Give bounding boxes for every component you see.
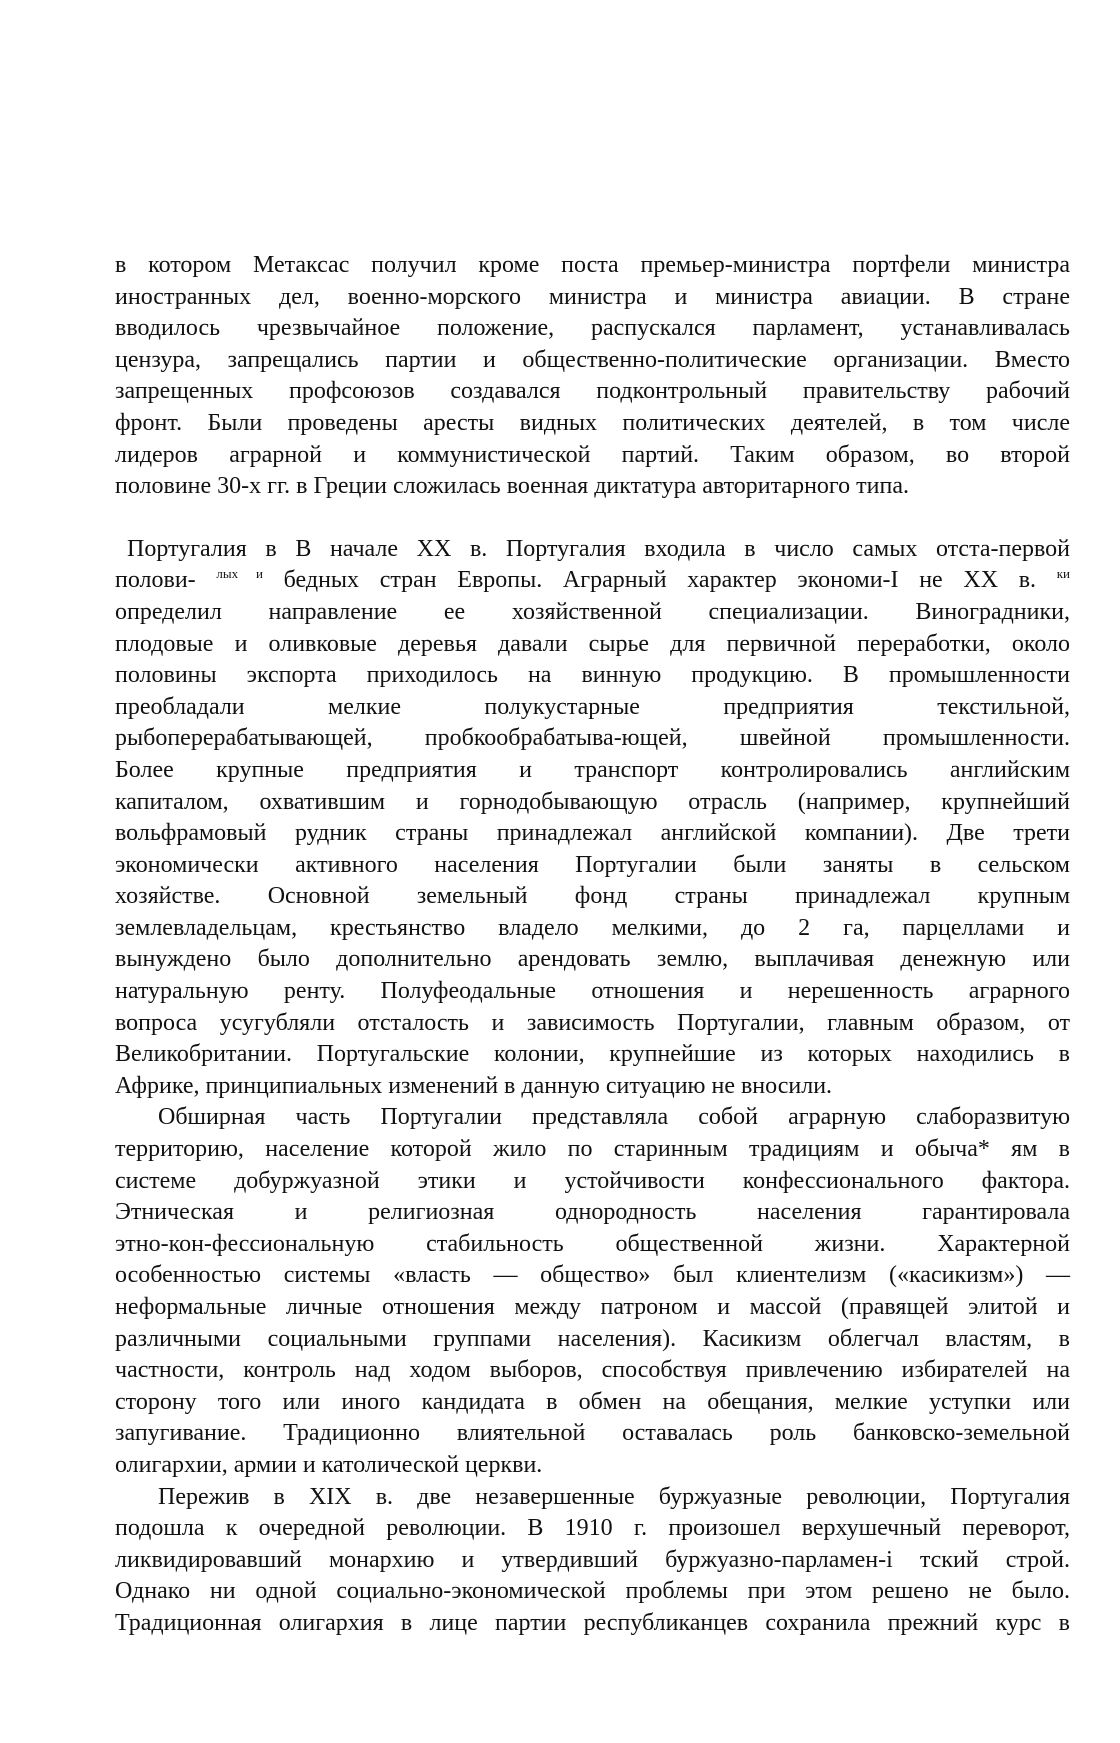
text-line: запугивание. Традиционно влиятельной оставалась роль банковско-земельной <box>115 1420 1070 1447</box>
paragraph-gap <box>115 503 1070 534</box>
text-line: подошла к очередной революции. В 1910 г. произошел верхушечный переворот, <box>115 1515 1070 1542</box>
text-fragment: бедных стран Европы. Аграрный характер экономи-I не XX в. <box>283 567 1037 594</box>
text-line: Пережив в XIX в. две незавершенные буржуазные революции, Португалия <box>158 1483 1070 1510</box>
text-line: иностранных дел, военно-морского министра и министра авиации. В стране <box>115 283 1070 310</box>
text-line: цензура, запрещались партии и общественно-политические организации. Вместо <box>115 346 1070 373</box>
text-line: половине 30-х гг. в Греции сложилась военная диктатура авторитарного типа. <box>115 473 909 500</box>
text-line: рыбоперерабатывающей, пробкообрабатыва-ющей, швейной промышленности. <box>115 725 1070 752</box>
paragraph-portugal-revolution <box>115 1482 1070 1640</box>
text-line: Португалия в В начале XX в. Португалия входила в число самых отста-первой <box>127 535 1070 562</box>
text-line: запрещенных профсоюзов создавался подконтрольный правительству рабочий <box>115 378 1070 405</box>
document-page <box>115 250 1070 1640</box>
text-line: вопроса усугубляли отсталость и зависимость Португалии, главным образом, от <box>115 1009 1070 1036</box>
paragraph-portugal-intro <box>115 534 1070 1103</box>
superscript-fragment: лых и <box>216 566 263 582</box>
paragraph-portugal-society <box>115 1102 1070 1481</box>
text-line: капиталом, охватившим и горнодобывающую отрасль (например, крупнейший <box>115 788 1070 815</box>
text-line: землевладельцам, крестьянство владело мелкими, до 2 га, парцеллами и <box>115 914 1070 941</box>
text-line: преобладали мелкие полукустарные предприятия текстильной, <box>115 693 1070 720</box>
text-line: хозяйстве. Основной земельный фонд страны принадлежал крупным <box>115 883 1070 910</box>
text-line: половины экспорта приходилось на винную продукцию. В промышленности <box>115 662 1070 689</box>
text-line: территорию, население которой жило по старинным традициям и обыча* ям в <box>115 1136 1070 1163</box>
text-line: Обширная часть Португалии представляла собой аграрную слаборазвитую <box>158 1104 1070 1131</box>
text-line: Традиционная олигархия в лице партии республиканцев сохранила прежний курс в <box>115 1609 1070 1636</box>
text-line: неформальные личные отношения между патроном и массой (правящей элитой и <box>115 1294 1070 1320</box>
text-line: экономически активного населения Португалии были заняты в сельском <box>115 851 1070 878</box>
text-fragment: полови- <box>115 567 196 594</box>
text-line: лидеров аграрной и коммунистической партий. Таким образом, во второй <box>115 441 1070 468</box>
text-line: Африке, принципиальных изменений в данную ситуацию не вносили. <box>115 1072 833 1099</box>
text-line: этно-кон-фессиональную стабильность общественной жизни. Характерной <box>115 1230 1070 1257</box>
text-line: ликвидировавший монархию и утвердивший буржуазно-парламен-і тский строй. <box>115 1546 1070 1573</box>
text-line: плодовые и оливковые деревья давали сырье для первичной переработки, около <box>115 630 1070 657</box>
text-line: вольфрамовый рудник страны принадлежал английской компании). Две трети <box>115 820 1070 847</box>
text-line: фронт. Были проведены аресты видных политических деятелей, в том числе <box>115 409 1070 436</box>
paragraph-greece <box>115 250 1070 503</box>
text-line: натуральную ренту. Полуфеодальные отношения и нерешенность аграрного <box>115 978 1070 1005</box>
text-line-with-superscripts <box>115 565 1070 597</box>
text-line: особенностью системы «власть — общество» был клиентелизм («касикизм») — <box>115 1262 1070 1289</box>
text-line: системе добуржуазной этики и устойчивости конфессионального фактора. <box>115 1167 1070 1194</box>
text-line: сторону того или иного кандидата в обмен на обещания, мелкие уступки или <box>115 1388 1070 1415</box>
text-line: частности, контроль над ходом выборов, способствуя привлечению избирателей на <box>115 1357 1070 1384</box>
text-line: Великобритании. Португальские колонии, крупнейшие из которых находились в <box>115 1041 1070 1068</box>
text-line: олигархии, армии и католической церкви. <box>115 1451 543 1478</box>
text-line: вводилось чрезвычайное положение, распускался парламент, устанавливалась <box>115 315 1070 342</box>
superscript-fragment: ки <box>1056 566 1070 582</box>
text-line: вынуждено было дополнительно арендовать землю, выплачивая денежную или <box>115 946 1070 973</box>
text-line: определил направление ее хозяйственной специализации. Виноградники, <box>115 598 1070 625</box>
text-line: Этническая и религиозная однородность населения гарантировала <box>115 1199 1070 1226</box>
text-line: в котором Метаксас получил кроме поста премьер-министра портфели министра <box>115 252 1070 278</box>
text-line: Более крупные предприятия и транспорт контролировались английским <box>115 756 1070 783</box>
text-line: различными социальными группами населения). Касикизм облегчал властям, в <box>115 1325 1070 1352</box>
text-line: Однако ни одной социально-экономической проблемы при этом решено не было. <box>115 1578 1070 1605</box>
